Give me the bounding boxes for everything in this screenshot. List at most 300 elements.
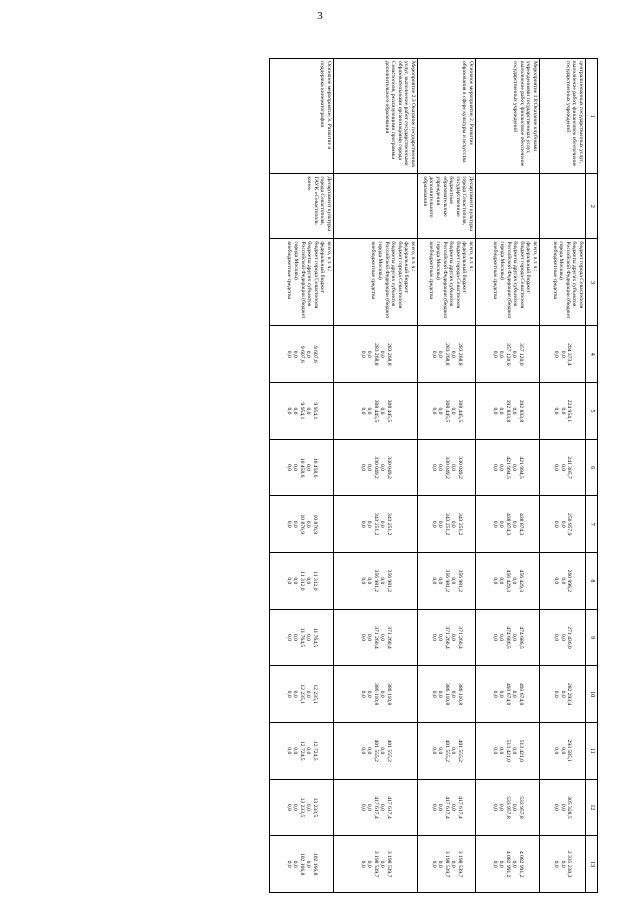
value: 0,0 — [305, 350, 312, 358]
value: 11 764,5 — [311, 627, 318, 648]
value: 0,0 — [498, 407, 505, 415]
value: 438 874,3 — [504, 513, 511, 536]
value: 0,0 — [285, 690, 292, 698]
funding-source-label: бюджеты других субъектов Российской Федерации (бюджет города Москвы) — [293, 241, 313, 319]
value: 0,0 — [366, 520, 373, 528]
value: 0,0 — [491, 690, 498, 698]
value: 0,0 — [430, 690, 437, 698]
value: 0,0 — [292, 464, 299, 472]
value: 0,0 — [437, 577, 444, 585]
value: 9 607,6 — [311, 345, 318, 363]
value: 386 110,8 — [456, 683, 463, 706]
value-cell — [540, 496, 586, 553]
value: 357 120,0 — [504, 343, 511, 366]
value: 0,0 — [450, 464, 457, 472]
value: 438 874,3 — [517, 513, 524, 536]
value: 0,0 — [379, 350, 386, 358]
value: 371 260,4 — [456, 626, 463, 649]
funding-source-label: бюджеты других субъектов Российской Федерации (бюджет города Москвы) — [435, 241, 455, 319]
value: 0,0 — [379, 690, 386, 698]
measure-name: Основное мероприятие 2. Развитие образования в сфере культуры и искусства — [418, 59, 476, 174]
value: 102 166,8 — [298, 852, 305, 876]
value: 0,0 — [498, 860, 505, 868]
value: 474 686,5 — [517, 626, 524, 649]
value-cell — [418, 779, 476, 836]
value: 0,0 — [285, 634, 292, 641]
value: 0,0 — [553, 747, 560, 755]
measure-name: централизованных государственных услуг, выполнение работ, финансовое обеспечение государственных учреждений — [540, 59, 586, 174]
value: 0,0 — [379, 520, 386, 528]
value: 0,0 — [559, 747, 566, 755]
value: 0,0 — [292, 690, 299, 698]
value-cell — [270, 836, 334, 893]
value: 356 981,2 — [443, 569, 450, 593]
value: 0,0 — [379, 464, 386, 472]
value: 0,0 — [359, 747, 366, 755]
value: 0,0 — [430, 407, 437, 415]
value: 283 268,8 — [443, 343, 450, 366]
value: 0,0 — [430, 747, 437, 755]
value: 0,0 — [292, 577, 299, 585]
value-cell — [476, 836, 540, 893]
value: 305 328,5 — [566, 796, 573, 819]
value: 456 429,3 — [504, 569, 511, 593]
value: 0,0 — [491, 464, 498, 472]
value: 0,0 — [379, 860, 386, 868]
value: 0,0 — [559, 350, 566, 358]
value-cell — [270, 496, 334, 553]
value: 0,0 — [498, 350, 505, 358]
value-cell — [418, 383, 476, 440]
value: 9 954,1 — [298, 402, 305, 420]
column-number: 7 — [586, 496, 598, 553]
value-cell — [476, 326, 540, 383]
value: 456 429,3 — [517, 569, 524, 593]
value: 0,0 — [437, 747, 444, 755]
value: 357 120,0 — [517, 343, 524, 366]
executor: Департамент культуры города Севастополя, ГАУК «Севастополь кино» — [270, 174, 334, 239]
value: 9 607,6 — [298, 345, 305, 363]
value-cell — [334, 383, 418, 440]
column-number: 4 — [586, 326, 598, 383]
value: 0,0 — [379, 803, 386, 811]
column-number: 9 — [586, 609, 598, 666]
value: 513 421,0 — [517, 739, 524, 762]
value: 513 421,0 — [504, 739, 511, 762]
funding-source-label: бюджет города Севастополя — [578, 241, 584, 309]
value: 0,0 — [450, 577, 457, 585]
value-cell — [476, 439, 540, 496]
value: 4 082 991,2 — [504, 850, 511, 878]
value: 260 996,2 — [566, 569, 573, 593]
value: 421 994,5 — [504, 456, 511, 479]
executor — [334, 174, 418, 239]
funding-source-label: внебюджетные средства — [370, 241, 377, 299]
funding-source-label: бюджет города Севастополя — [454, 241, 461, 309]
value-cell — [476, 666, 540, 723]
value: 343 251,2 — [456, 513, 463, 536]
value: 474 686,5 — [504, 626, 511, 649]
value: 0,0 — [553, 407, 560, 415]
column-number: 5 — [586, 383, 598, 440]
value: 3 198 539,7 — [456, 850, 463, 878]
value: 371 260,4 — [443, 626, 450, 649]
value-cell — [334, 722, 418, 779]
value-cell — [540, 383, 586, 440]
value: 0,0 — [511, 690, 518, 698]
value: 11 312,0 — [298, 571, 305, 591]
funding-source-label: бюджеты других субъектов Российской Федерации (бюджет города Москвы) — [377, 241, 397, 319]
value: 330 049,2 — [443, 456, 450, 479]
value: 330 049,2 — [385, 456, 392, 479]
value: 0,0 — [553, 860, 560, 868]
value-cell — [540, 779, 586, 836]
value: 493 674,0 — [517, 682, 524, 706]
funding-sources — [334, 239, 418, 326]
value: 0,0 — [366, 860, 373, 868]
value: 4 082 991,2 — [517, 850, 524, 878]
value: 10 458,6 — [298, 457, 305, 478]
value: 308 445,5 — [456, 399, 463, 423]
value: 0,0 — [559, 860, 566, 868]
value-cell — [418, 836, 476, 893]
value: 0,0 — [305, 520, 312, 528]
value: 0,0 — [285, 464, 292, 472]
value: 330 049,2 — [372, 456, 379, 479]
value: 356 981,2 — [372, 569, 379, 593]
value: 0,0 — [359, 690, 366, 698]
value: 0,0 — [366, 464, 373, 472]
value-cell — [270, 722, 334, 779]
funding-sources — [270, 239, 334, 326]
value: 417 617,4 — [456, 796, 463, 819]
value-cell — [418, 496, 476, 553]
value: 0,0 — [553, 464, 560, 472]
funding-source-label: внебюджетные средства — [492, 241, 499, 299]
table-body — [270, 59, 586, 893]
value: 0,0 — [430, 520, 437, 528]
value: 0,0 — [450, 520, 457, 528]
value: 0,0 — [430, 577, 437, 585]
value: 0,0 — [379, 747, 386, 755]
value-cell — [270, 779, 334, 836]
value: 343 251,2 — [372, 513, 379, 536]
value-cell — [334, 496, 418, 553]
value-cell — [540, 666, 586, 723]
value: 0,0 — [359, 407, 366, 415]
value-cell — [540, 553, 586, 610]
value: 0,0 — [553, 350, 560, 358]
value-cell — [418, 609, 476, 666]
page-number: 3 — [317, 10, 323, 22]
value: 12 235,1 — [311, 684, 318, 704]
value: 0,0 — [559, 634, 566, 641]
value: 0,0 — [292, 803, 299, 811]
value: 343 251,2 — [443, 513, 450, 536]
value: 0,0 — [285, 407, 292, 415]
value: 0,0 — [366, 803, 373, 811]
value-cell — [540, 439, 586, 496]
value-cell — [270, 609, 334, 666]
rotated-table-wrapper — [269, 58, 598, 893]
value-cell — [270, 326, 334, 383]
value: 0,0 — [498, 690, 505, 698]
value: 533 957,8 — [504, 796, 511, 819]
funding-source-label: всего, в т. ч.: — [410, 241, 416, 272]
value-cell — [418, 722, 476, 779]
value-cell — [334, 779, 418, 836]
funding-source-label: федеральный бюджет — [319, 241, 326, 293]
value: 283 268,8 — [456, 343, 463, 366]
value: 0,0 — [366, 407, 373, 415]
value: 0,0 — [359, 577, 366, 585]
value: 0,0 — [437, 634, 444, 641]
value-cell — [540, 836, 586, 893]
value: 401 555,2 — [385, 739, 392, 762]
executor — [476, 174, 540, 239]
value: 0,0 — [285, 350, 292, 358]
value: 282 293,4 — [566, 682, 573, 706]
value: 283 268,8 — [385, 343, 392, 366]
value: 10 876,9 — [298, 514, 305, 535]
value-cell — [334, 836, 418, 893]
executor: Департамент культуры города Севастополя, государственные бюджетные образовательные учреждения дополнительного образования — [418, 174, 476, 239]
value: 0,0 — [359, 350, 366, 358]
value: 0,0 — [553, 577, 560, 585]
value-cell — [418, 666, 476, 723]
value-cell — [418, 326, 476, 383]
column-number: 1 — [586, 59, 598, 174]
value: 0,0 — [450, 407, 457, 415]
value: 0,0 — [366, 577, 373, 585]
value: 3 198 539,7 — [385, 850, 392, 878]
value: 9 954,1 — [311, 402, 318, 420]
measure-name: Мероприятие 2.3 Оказание государственных услуг, выполнение работ государственными образовательными организациями города Севастополя, реализующими программы дополнительного образования — [334, 59, 418, 174]
header-row — [586, 59, 598, 893]
value: 0,0 — [491, 577, 498, 585]
value: 0,0 — [511, 520, 518, 528]
funding-source-label: всего, в т. ч.: — [326, 241, 332, 272]
value: 0,0 — [285, 860, 292, 868]
value: 0,0 — [498, 747, 505, 755]
value: 0,0 — [305, 464, 312, 472]
funding-table — [269, 58, 598, 893]
measure-name: Мероприятие 1.8 Оказание клубными учреждениями государственных услуг, выполнение работ, финансовое обеспечение государственных учреждений — [476, 59, 540, 174]
value: 0,0 — [559, 464, 566, 472]
value: 0,0 — [511, 350, 518, 358]
value: 392 833,8 — [504, 399, 511, 423]
section-row-centralized-orgs — [540, 59, 586, 893]
column-number: 13 — [586, 836, 598, 893]
value: 0,0 — [292, 634, 299, 641]
value: 0,0 — [366, 634, 373, 641]
value: 0,0 — [450, 860, 457, 868]
value: 0,0 — [437, 690, 444, 698]
value: 0,0 — [437, 803, 444, 811]
value: 271 436,0 — [566, 626, 573, 649]
value: 0,0 — [285, 747, 292, 755]
funding-source-label: бюджет города Севастополя — [312, 241, 319, 309]
value: 0,0 — [430, 634, 437, 641]
value: 0,0 — [491, 860, 498, 868]
value: 0,0 — [359, 860, 366, 868]
value: 12 235,1 — [298, 684, 305, 704]
value: 330 049,2 — [456, 456, 463, 479]
value: 0,0 — [359, 634, 366, 641]
value: 0,0 — [437, 350, 444, 358]
funding-source-label: всего, в т. ч.: — [532, 241, 538, 272]
value: 0,0 — [450, 350, 457, 358]
value: 0,0 — [292, 860, 299, 868]
funding-source-label: бюджет города Севастополя — [396, 241, 403, 309]
section-row-measure-1-8 — [476, 59, 540, 893]
value: 0,0 — [450, 803, 457, 811]
value: 0,0 — [292, 407, 299, 415]
value: 308 445,5 — [385, 399, 392, 423]
value: 293 585,1 — [566, 739, 573, 762]
value: 0,0 — [491, 747, 498, 755]
funding-source-label: федеральный бюджет — [403, 241, 410, 293]
value: 0,0 — [553, 520, 560, 528]
value: 0,0 — [305, 803, 312, 811]
value: 0,0 — [559, 803, 566, 811]
value: 3 198 539,7 — [372, 850, 379, 878]
value: 0,0 — [553, 634, 560, 641]
value: 0,0 — [292, 747, 299, 755]
value: 0,0 — [491, 520, 498, 528]
value: 10 458,6 — [311, 457, 318, 478]
value: 0,0 — [359, 464, 366, 472]
value-cell — [476, 722, 540, 779]
value: 0,0 — [553, 803, 560, 811]
value: 241 305,7 — [566, 456, 573, 479]
value: 0,0 — [379, 407, 386, 415]
value: 0,0 — [437, 860, 444, 868]
value: 343 251,2 — [385, 513, 392, 536]
funding-source-label: бюджеты других субъектов Российской Федерации (бюджет города Москвы) — [558, 241, 578, 319]
value: 12 724,5 — [298, 741, 305, 761]
value: 0,0 — [305, 860, 312, 868]
value: 13 233,5 — [311, 797, 318, 818]
value: 0,0 — [366, 350, 373, 358]
value: 0,0 — [305, 577, 312, 585]
value: 0,0 — [450, 747, 457, 755]
value: 0,0 — [305, 690, 312, 698]
column-number: 11 — [586, 722, 598, 779]
funding-source-label: внебюджетные средства — [286, 241, 293, 299]
value: 11 764,5 — [298, 627, 305, 648]
value: 0,0 — [430, 803, 437, 811]
column-number: 6 — [586, 439, 598, 496]
value: 356 981,2 — [385, 569, 392, 593]
value-cell — [334, 609, 418, 666]
value-cell — [540, 326, 586, 383]
funding-source-label: внебюджетные средства — [428, 241, 435, 299]
value: 0,0 — [498, 520, 505, 528]
value: 0,0 — [511, 803, 518, 811]
value: 0,0 — [511, 747, 518, 755]
value: 0,0 — [450, 634, 457, 641]
value: 371 260,4 — [372, 626, 379, 649]
value: 0,0 — [559, 690, 566, 698]
value: 0,0 — [366, 690, 373, 698]
value: 0,0 — [430, 860, 437, 868]
value: 0,0 — [511, 407, 518, 415]
value: 0,0 — [285, 803, 292, 811]
value-cell — [270, 553, 334, 610]
value-cell — [270, 383, 334, 440]
value: 13 233,5 — [298, 797, 305, 818]
value: 250 957,9 — [566, 513, 573, 536]
funding-source-label: всего, в т. ч.: — [468, 241, 474, 272]
value: 0,0 — [559, 407, 566, 415]
value: 0,0 — [437, 464, 444, 472]
value: 308 445,5 — [443, 399, 450, 423]
measure-name: Основное мероприятие 3. Развитие и поддержка кинематографии — [270, 59, 334, 174]
value: 0,0 — [430, 350, 437, 358]
value: 386 110,8 — [385, 683, 392, 706]
funding-source-label: внебюджетные средства — [551, 241, 558, 299]
value: 386 110,8 — [443, 683, 450, 706]
value: 2 335 230,3 — [566, 850, 573, 878]
value: 0,0 — [559, 577, 566, 585]
value: 0,0 — [491, 634, 498, 641]
value-cell — [334, 666, 418, 723]
value: 0,0 — [305, 634, 312, 641]
value-cell — [476, 496, 540, 553]
value: 0,0 — [437, 520, 444, 528]
executor — [540, 174, 586, 239]
value: 386 110,8 — [372, 683, 379, 706]
value: 0,0 — [498, 464, 505, 472]
funding-sources — [418, 239, 476, 326]
value-cell — [476, 383, 540, 440]
value-cell — [476, 779, 540, 836]
value: 392 833,8 — [517, 399, 524, 423]
value: 0,0 — [305, 407, 312, 415]
value: 308 445,5 — [372, 399, 379, 423]
value: 0,0 — [498, 577, 505, 585]
value: 401 555,2 — [372, 739, 379, 762]
value: 0,0 — [491, 350, 498, 358]
funding-sources — [476, 239, 540, 326]
value: 0,0 — [285, 577, 292, 585]
value: 0,0 — [292, 520, 299, 528]
value: 0,0 — [379, 634, 386, 641]
value: 417 617,4 — [385, 796, 392, 819]
value: 533 957,8 — [517, 796, 524, 819]
column-number: 2 — [586, 174, 598, 239]
value: 11 312,0 — [311, 571, 318, 591]
value: 0,0 — [559, 520, 566, 528]
column-number: 10 — [586, 666, 598, 723]
value: 12 724,5 — [311, 741, 318, 761]
value: 0,0 — [285, 520, 292, 528]
value: 0,0 — [511, 634, 518, 641]
value: 3 198 539,7 — [443, 850, 450, 878]
value: 0,0 — [366, 747, 373, 755]
value-cell — [418, 553, 476, 610]
value: 0,0 — [511, 464, 518, 472]
value: 0,0 — [437, 407, 444, 415]
value-cell — [334, 439, 418, 496]
value: 356 981,2 — [456, 569, 463, 593]
value-cell — [334, 553, 418, 610]
value: 204 373,4 — [566, 343, 573, 366]
value-cell — [540, 609, 586, 666]
funding-source-label: бюджет города Севастополя — [518, 241, 525, 309]
value: 0,0 — [491, 803, 498, 811]
